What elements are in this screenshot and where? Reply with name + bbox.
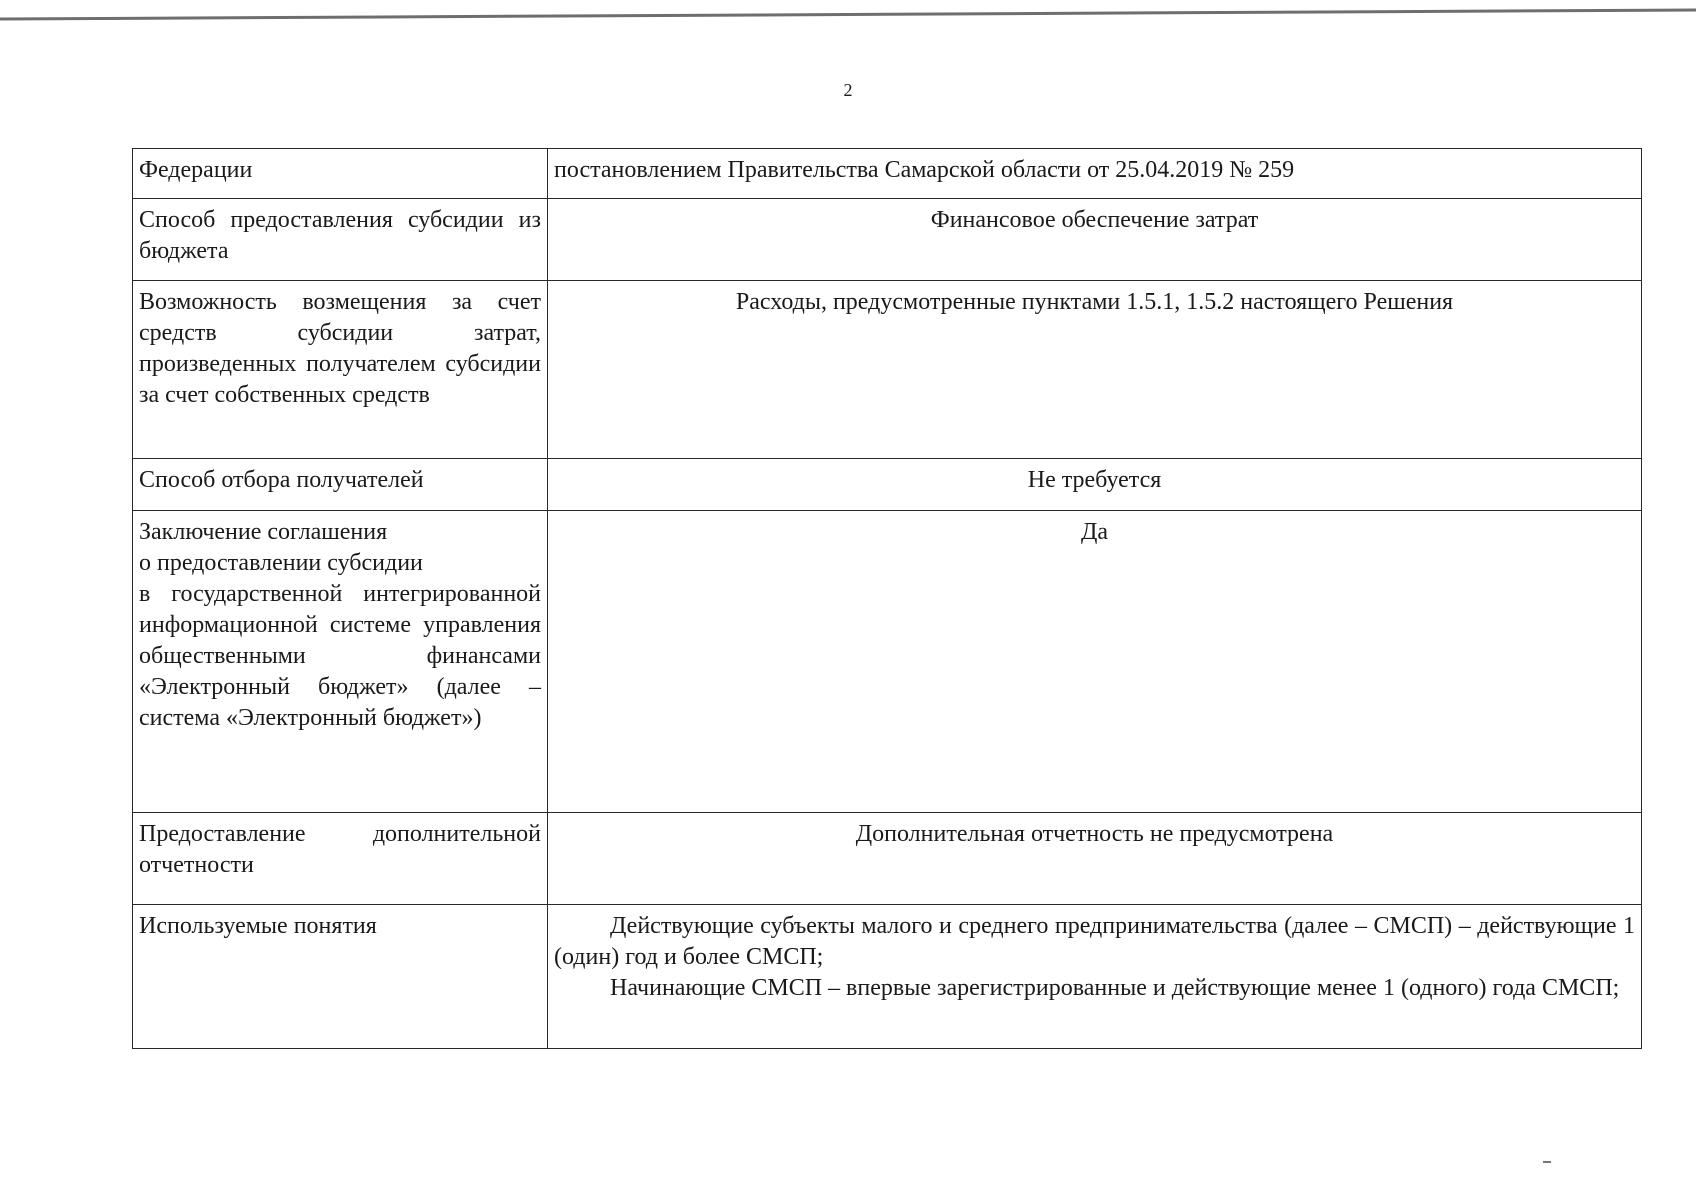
row-label: Предоставление дополнительной отчетности: [133, 813, 548, 905]
row-value: [548, 905, 1642, 1049]
table-row: [133, 813, 1642, 905]
row-value: Не требуется: [548, 459, 1642, 511]
row-value: Финансовое обеспечение затрат: [548, 199, 1642, 281]
definition-paragraph: Действующие субъекты малого и среднего предпринимательства (далее – СМСП) – действующие 1 (один) год и более СМСП;: [554, 913, 1635, 970]
row-label: Заключение соглашения о предоставлении субсидии в государственной интегрированной информационной системе управления общественными финансами «Электронный бюджет» (далее – система «Электронный бюджет»): [133, 511, 548, 813]
row-label: Способ отбора получателей: [133, 459, 548, 511]
subsidy-parameters-table: [132, 148, 1642, 1049]
table-row: [133, 281, 1642, 459]
table-row: [133, 199, 1642, 281]
row-value: Да: [548, 511, 1642, 813]
row-label: Способ предоставления субсидии из бюджета: [133, 199, 548, 281]
row-label: Федерации: [133, 149, 548, 199]
definition-paragraph: Начинающие СМСП – впервые зарегистрированные и действующие менее 1 (одного) года СМСП;: [610, 975, 1620, 1001]
table-row: [133, 459, 1642, 511]
scan-mark: [1543, 1161, 1551, 1163]
row-value: Расходы, предусмотренные пунктами 1.5.1, 1.5.2 настоящего Решения: [548, 281, 1642, 459]
table-row: [133, 149, 1642, 199]
table-row: [133, 905, 1642, 1049]
row-value: постановлением Правительства Самарской области от 25.04.2019 № 259: [548, 149, 1642, 199]
table-row: [133, 511, 1642, 813]
row-value: Дополнительная отчетность не предусмотрена: [548, 813, 1642, 905]
row-label: Используемые понятия: [133, 905, 548, 1049]
row-label: Возможность возмещения за счет средств субсидии затрат, произведенных получателем субсидии за счет собственных средств: [133, 281, 548, 459]
page-top-edge-line: [0, 8, 1696, 24]
page-number: 2: [843, 80, 853, 100]
